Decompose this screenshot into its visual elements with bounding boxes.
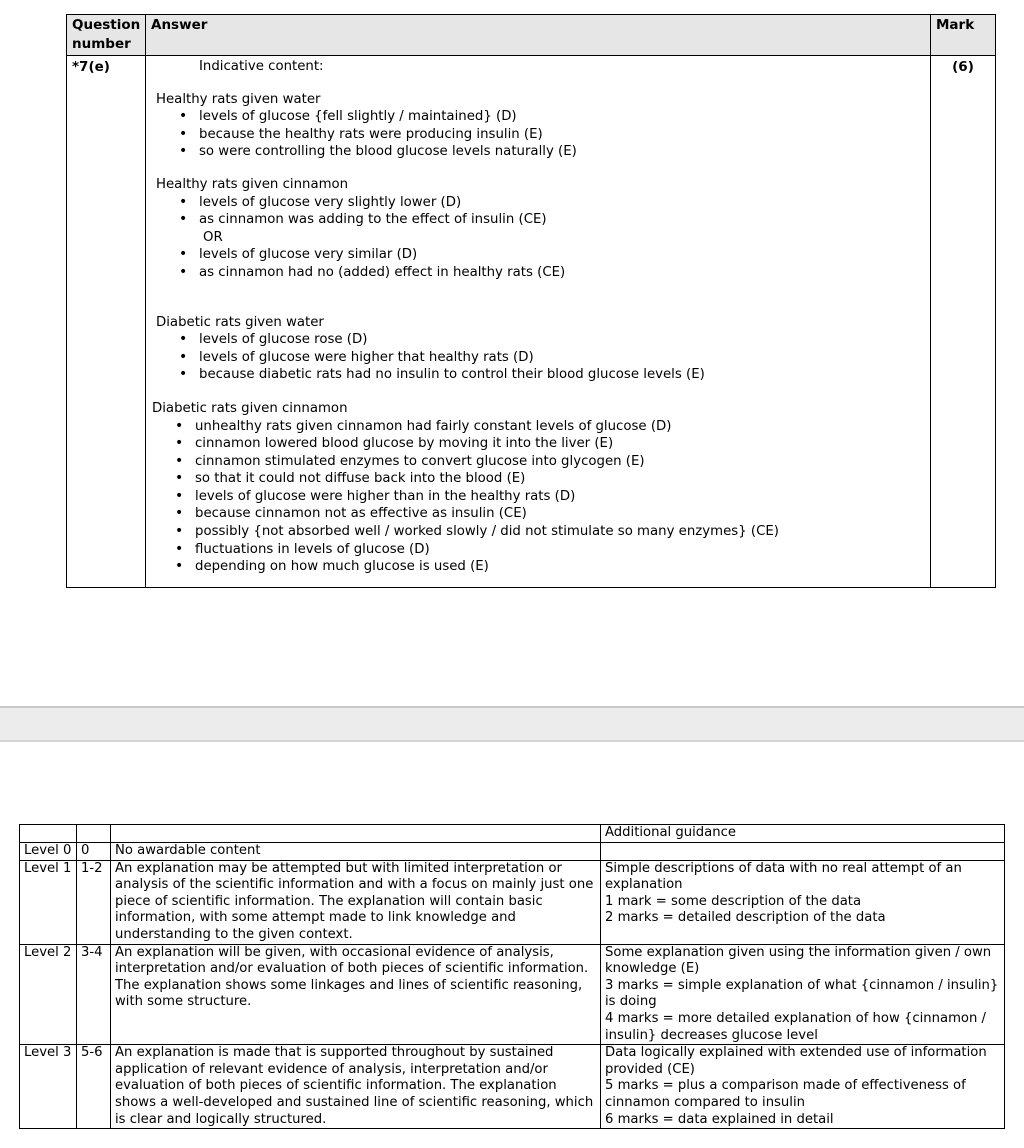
answer-group [156,314,924,384]
bullet-point: • depending on how much glucose is used (E) [195,558,924,576]
page-separator [0,706,1024,742]
header-additional-guidance: Additional guidance [601,825,1005,843]
bullet-point: • levels of glucose {fell slightly / maintained} (D) [199,108,924,126]
bullet-point: • cinnamon stimulated enzymes to convert glucose into glycogen (E) [195,453,924,471]
bullet-point: • levels of glucose very slightly lower (D) [199,194,924,212]
bullet-point: • cinnamon lowered blood glucose by moving it into the liver (E) [195,435,924,453]
bullet-point: • levels of glucose were higher than in the healthy rats (D) [195,488,924,506]
header-level-blank [20,825,77,843]
level-row [20,843,1005,861]
level-marks: 0 [77,843,111,861]
guidance-line: 5 marks = plus a comparison made of effectiveness of cinnamon compared to insulin [605,1078,966,1110]
header-question-number: Question number [67,15,146,56]
level-descriptor: An explanation will be given, with occasional evidence of analysis, interpretation and/or evaluation of both pieces of scientific information. The explanation shows some linkages and lines of scientific reasoning, with some structure. [111,944,601,1045]
level-descriptor: An explanation is made that is supported throughout by sustained application of relevant evidence of analysis, interpretation and/or evaluation of both pieces of scientific information. The explanation shows a well-developed and sustained line of scientific reasoning, which is clear and logically structured. [111,1045,601,1129]
bullet-point: • as cinnamon had no (added) effect in healthy rats (CE) [199,264,924,282]
or-separator: OR [203,229,223,245]
bullet-point: • fluctuations in levels of glucose (D) [195,541,924,559]
level-marks: 3-4 [77,944,111,1045]
guidance-line: 2 marks = detailed description of the data [605,910,886,926]
mark-scheme-header-row [67,15,996,56]
bullet-point: • unhealthy rats given cinnamon had fairly constant levels of glucose (D) [195,418,924,436]
guidance-line: Simple descriptions of data with no real attempt of an explanation [605,860,962,893]
bullet-point: • levels of glucose very similar (D) [199,246,924,264]
level-descriptor: An explanation may be attempted but with limited interpretation or analysis of the scientific information and with a focus on mainly just one piece of scientific information. The explanation will contain basic information, with some attempt made to link knowledge and understanding to the given context. [111,860,601,944]
bullet-point: • so that it could not diffuse back into the blood (E) [195,470,924,488]
bullet-point: • as cinnamon was adding to the effect of insulin (CE) [199,211,924,229]
level-guidance [601,843,1005,861]
answer-cell [146,56,931,588]
answer-group [156,91,924,161]
bullet-point: • because diabetic rats had no insulin to control their blood glucose levels (E) [199,366,924,384]
point-list [156,108,924,161]
level-marks: 5-6 [77,1045,111,1129]
guidance-line: Some explanation given using the information given / own knowledge (E) [605,944,992,977]
bullet-point: • levels of glucose rose (D) [199,331,924,349]
group-title: Diabetic rats given water [156,314,324,330]
levels-header-row [20,825,1005,843]
group-title: Healthy rats given water [156,91,321,107]
level-label: Level 3 [20,1045,77,1129]
header-marks-blank [77,825,111,843]
level-row [20,1045,1005,1129]
answer-group [156,176,924,282]
answer-groups [152,91,924,576]
level-guidance [601,860,1005,944]
level-row [20,860,1005,944]
level-guidance [601,1045,1005,1129]
level-guidance [601,944,1005,1045]
bullet-point: • levels of glucose were higher that healthy rats (D) [199,349,924,367]
mark-scheme-row [67,56,996,588]
bullet-point: • possibly {not absorbed well / worked slowly / did not stimulate so many enzymes} (CE) [195,523,924,541]
header-mark: Mark [931,15,996,56]
point-list [152,418,924,576]
header-answer: Answer [146,15,931,56]
levels-page [19,824,1004,1129]
point-list [156,194,924,282]
bullet-point: • because cinnamon not as effective as insulin (CE) [195,505,924,523]
level-row [20,944,1005,1045]
levels-table [19,824,1005,1129]
group-title: Diabetic rats given cinnamon [152,400,348,416]
answer-group [152,400,924,576]
guidance-line: 4 marks = more detailed explanation of how {cinnamon / insulin} decreases glucose level [605,1010,986,1043]
guidance-line: 6 marks = data explained in detail [605,1111,834,1127]
level-label: Level 1 [20,860,77,944]
mark-scheme-page [66,14,995,588]
level-descriptor: No awardable content [111,843,601,861]
guidance-line: 3 marks = simple explanation of what {cinnamon / insulin} is doing [605,977,999,1010]
mark-scheme-table [66,14,996,588]
bullet-point: • so were controlling the blood glucose levels naturally (E) [199,143,924,161]
question-number: *7(e) [67,56,146,588]
group-title: Healthy rats given cinnamon [156,176,349,192]
bullet-point: • because the healthy rats were producing insulin (E) [199,126,924,144]
level-label: Level 0 [20,843,77,861]
level-marks: 1-2 [77,860,111,944]
point-list [156,331,924,384]
header-descriptor-blank [111,825,601,843]
level-label: Level 2 [20,944,77,1045]
guidance-line: 1 mark = some description of the data [605,893,862,909]
mark-value: (6) [931,56,996,588]
guidance-line: Data logically explained with extended use of information provided (CE) [605,1045,987,1077]
indicative-content-label: Indicative content: [199,59,324,74]
